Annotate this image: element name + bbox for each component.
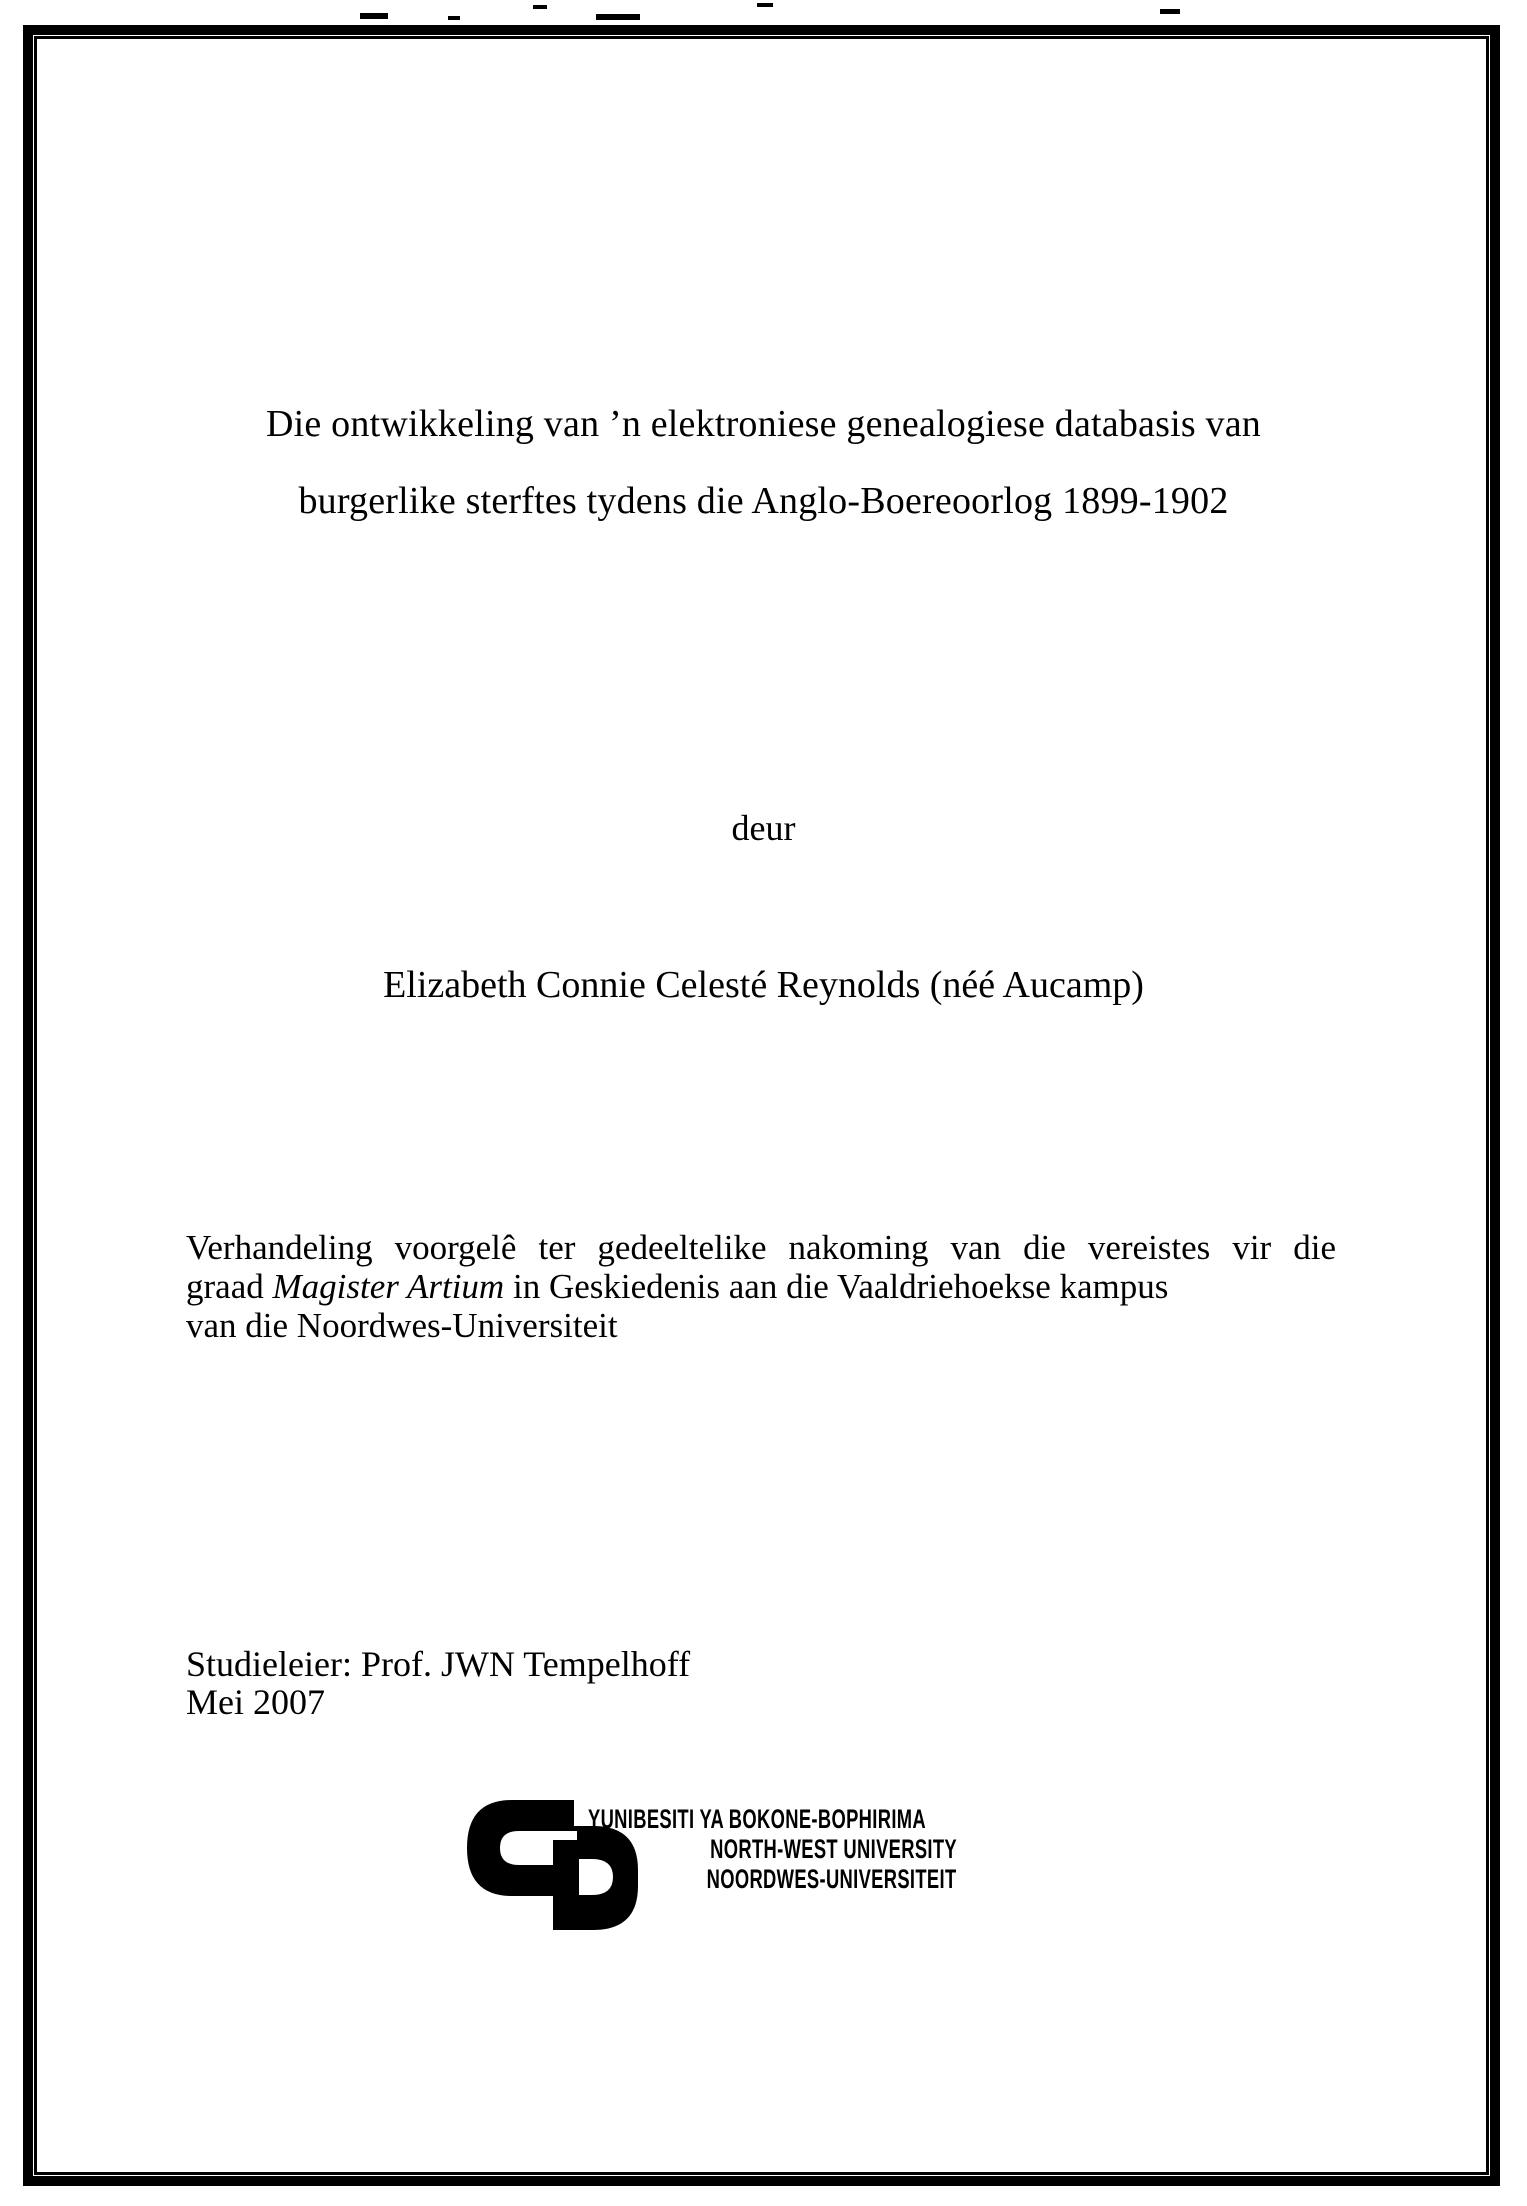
degree-title-italic: Magister Artium [272, 1267, 505, 1306]
word: vereistes [1087, 1228, 1211, 1267]
thesis-title [60, 386, 1467, 540]
word: die [1293, 1228, 1336, 1267]
university-name-setswana: YUNIBESITI YA BOKONE-BOPHIRIMA [588, 1804, 927, 1834]
degree-statement-line1 [186, 1228, 1336, 1267]
degree-statement-line2-prefix: graad [186, 1267, 273, 1306]
scan-artifact [596, 14, 640, 20]
word: voorgelê [394, 1228, 517, 1267]
date-line: Mei 2007 [186, 1682, 325, 1722]
supervisor-block [186, 1645, 690, 1721]
word: vir [1232, 1228, 1272, 1267]
word: nakoming [788, 1228, 929, 1267]
degree-statement-line2 [186, 1267, 1336, 1306]
scan-artifact [448, 16, 460, 20]
supervisor-line: Studieleier: Prof. JWN Tempelhoff [186, 1644, 691, 1684]
scan-artifact [360, 13, 388, 19]
university-name-english: NORTH-WEST UNIVERSITY [710, 1834, 957, 1864]
degree-statement [186, 1228, 1336, 1345]
scan-artifact [533, 5, 547, 9]
word: ter [538, 1228, 576, 1267]
university-name-afrikaans: NOORDWES-UNIVERSITEIT [707, 1864, 957, 1894]
word: Verhandeling [186, 1228, 373, 1267]
byline: deur [731, 808, 796, 848]
thesis-title-line2: burgerlike sterftes tydens die Anglo-Boereoorlog 1899-1902 [298, 480, 1229, 522]
scan-artifact [757, 3, 773, 7]
scan-artifact [1160, 9, 1180, 14]
word: gedeeltelike [597, 1228, 767, 1267]
word: die [1023, 1228, 1066, 1267]
thesis-title-line1: Die ontwikkeling van ’n elektroniese genealogiese databasis van [266, 403, 1261, 445]
word: van [950, 1228, 1002, 1267]
degree-statement-line3: van die Noordwes-Universiteit [186, 1306, 618, 1345]
degree-statement-line2-suffix: in Geskiedenis aan die Vaaldriehoekse kampus [504, 1267, 1169, 1306]
author-name: Elizabeth Connie Celesté Reynolds (néé Aucamp) [383, 964, 1144, 1006]
